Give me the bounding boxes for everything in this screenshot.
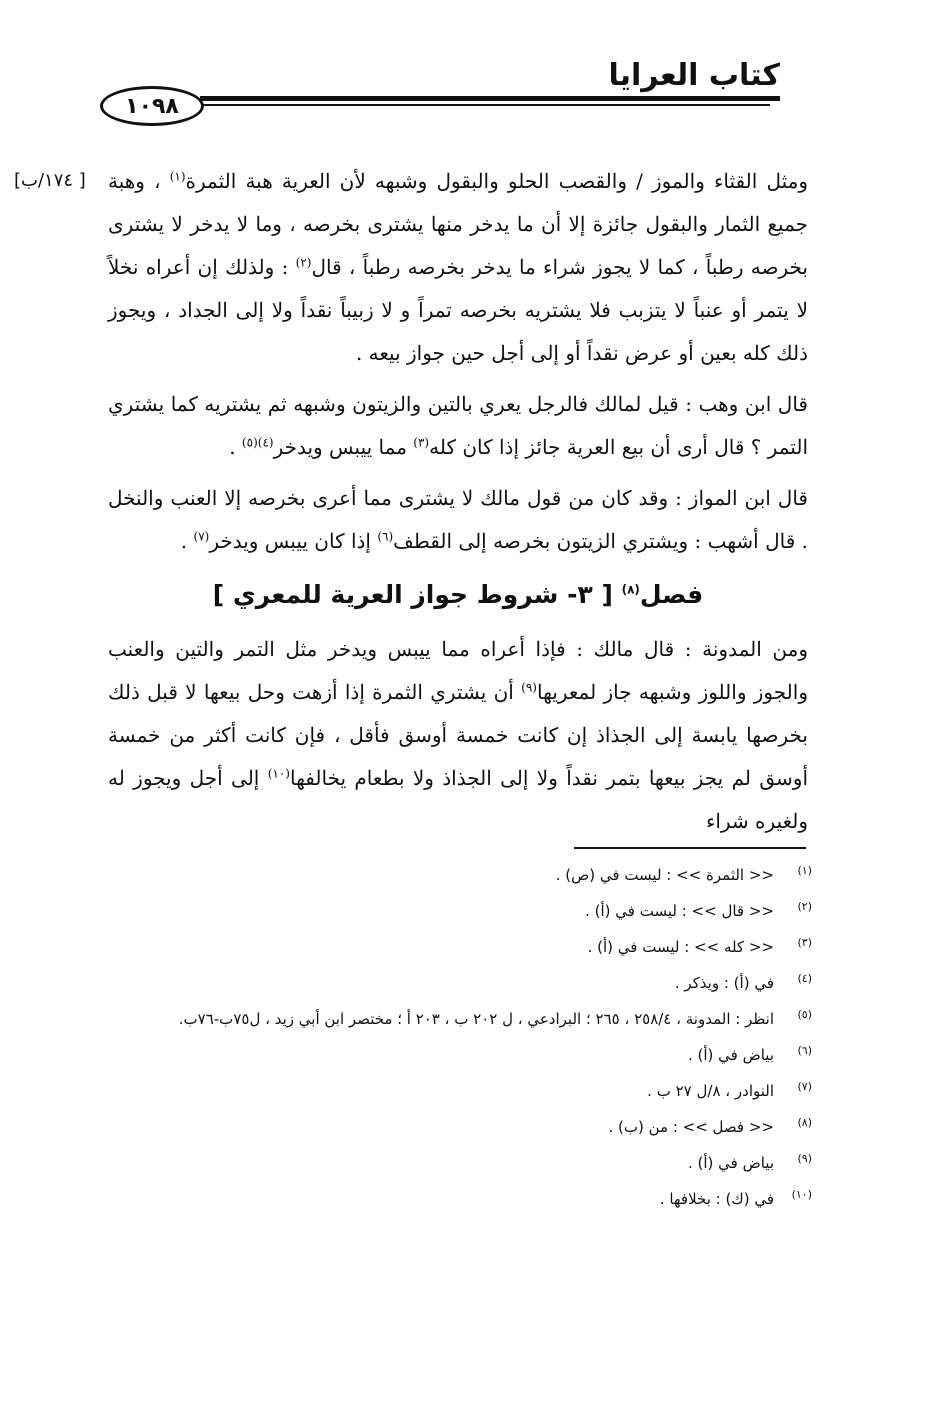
footnote-text: النوادر ، ٨/ل ٢٧ ب . — [647, 1082, 774, 1100]
footnote-number: (٣) — [797, 936, 812, 949]
body-text — [108, 160, 808, 563]
footnote-text: في (أ) : ويذكر . — [674, 974, 774, 992]
footnote-text: << الثمرة >> : ليست في (ص) . — [555, 866, 774, 884]
footnote — [116, 1042, 812, 1068]
footnote — [116, 1078, 812, 1104]
text-run: : ولذلك إن أعراه نخلاً لا يتمر أو عنباً لا يتزبب فلا يشتريه بخرصه تمراً و لا زبيباً نقداً ولا إلى الجداد ، ويجوز ذلك كله بعين أو عرض نقداً أو إلى أجل حين جواز بيعه . — [108, 255, 808, 365]
footnote-marker: (١) — [169, 169, 186, 184]
footnote-marker: (٣) — [413, 435, 430, 450]
header-rule-thin — [200, 104, 770, 106]
running-title: كتاب العرايا — [608, 58, 780, 93]
footnote — [116, 970, 812, 996]
footnote-marker: (٤)(٥) — [241, 435, 274, 450]
footnote-text: في (ك) : بخلافها . — [659, 1190, 774, 1208]
text-run: . — [180, 529, 194, 553]
footnote-marker: (٢) — [295, 255, 312, 270]
footnotes-list — [116, 862, 812, 1222]
footnote-number: (٩) — [797, 1152, 812, 1165]
footnote — [116, 1150, 812, 1176]
footnote-marker: (٧) — [193, 529, 210, 544]
text-run: ومثل القثاء والموز / والقصب الحلو والبقول وشبهه لأن العرية هبة الثمرة — [185, 169, 809, 193]
footnote-text: << قال >> : ليست في (أ) . — [585, 902, 774, 920]
folio-reference: [ ١٧٤/ب] — [14, 170, 86, 191]
footnote — [116, 898, 812, 924]
footnote-text: بياض في (أ) . — [687, 1154, 774, 1172]
text-run: . — [229, 435, 242, 459]
footnote-number: (١٠) — [791, 1188, 812, 1201]
footnote-number: (٤) — [797, 972, 812, 985]
text-run: أن يشتري الثمرة إذا أزهت وحل بيعها لا قبل ذلك بخرصها يابسة إلى الجذاذ إن كانت خمسة أوسق فأقل ، فإن كانت أكثر من خمسة أوسق لم يجز بيعها بتمر نقداً ولا إلى الجذاذ ولا بطعام يخالفها — [108, 680, 808, 790]
text-run: قال ابن وهب : قيل لمالك فالرجل يعري بالتين والزيتون وشبهه ثم يشتريه كما يشتري التمر ؟ قال أرى أن بيع العرية جائز إذا كان كله — [108, 392, 808, 459]
footnote — [116, 934, 812, 960]
footnote-separator — [574, 847, 806, 849]
text-run: ، وهبة جميع الثمار والبقول جائزة إلا أن ما يدخر منها يشترى بخرصه ، وما لا يدخر لا يشترى بخرصه رطباً ، كما لا يجوز شراء ما يدخر بخرصه رطباً ، قال — [108, 169, 808, 279]
footnote-number: (٥) — [797, 1008, 812, 1021]
text-run: مما ييبس ويدخر — [273, 435, 414, 459]
footnote-marker: (٩) — [521, 680, 537, 695]
page-number: ١٠٩٨ — [100, 86, 204, 126]
section-title: [ ٣- شروط جواز العرية للمعري ] — [212, 580, 622, 609]
footnote-number: (٦) — [797, 1044, 812, 1057]
paragraph-1 — [108, 160, 808, 375]
footnote-number: (٨) — [797, 1116, 812, 1129]
footnote-marker: (٦) — [377, 529, 394, 544]
footnote — [116, 1114, 812, 1140]
footnote-text: << فصل >> : من (ب) . — [608, 1118, 774, 1136]
footnote — [116, 862, 812, 888]
text-run: إلى أجل ويجوز له ولغيره شراء — [108, 766, 808, 833]
header-rule — [200, 96, 780, 101]
footnote — [116, 1186, 812, 1212]
footnote — [116, 1006, 812, 1032]
section-body — [108, 628, 808, 843]
footnote-text: انظر : المدونة ، ٢٥٨/٤ ، ٢٦٥ ؛ البرادعي ، ل ٢٠٢ ب ، ٢٠٣ أ ؛ مختصر ابن أبي زيد ، ل٧٥ب-٧٦ب. — [178, 1010, 774, 1028]
paragraph-3 — [108, 477, 808, 563]
footnote-text: بياض في (أ) . — [687, 1046, 774, 1064]
footnote-marker: (٨) — [621, 582, 640, 597]
footnote-number: (١) — [797, 864, 812, 877]
section-word: فصل — [639, 580, 704, 609]
section-paragraph — [108, 628, 808, 843]
footnote-number: (٢) — [797, 900, 812, 913]
paragraph-2 — [108, 383, 808, 469]
section-heading — [108, 580, 808, 609]
footnote-text: << كله >> : ليست في (أ) . — [587, 938, 774, 956]
text-run: قال ابن المواز : وقد كان من قول مالك لا يشترى مما أعرى بخرصه إلا العنب والنخل . قال أشهب : ويشتري الزيتون بخرصه إلى القطف — [108, 486, 808, 553]
footnote-number: (٧) — [797, 1080, 812, 1093]
text-run: ومن المدونة : قال مالك : فإذا أعراه مما ييبس ويدخر مثل التمر والتين والعنب والجوز واللوز وشبهه جاز لمعريها — [108, 637, 808, 704]
footnote-marker: (١٠) — [267, 766, 290, 781]
text-run: إذا كان ييبس ويدخر — [209, 529, 378, 553]
